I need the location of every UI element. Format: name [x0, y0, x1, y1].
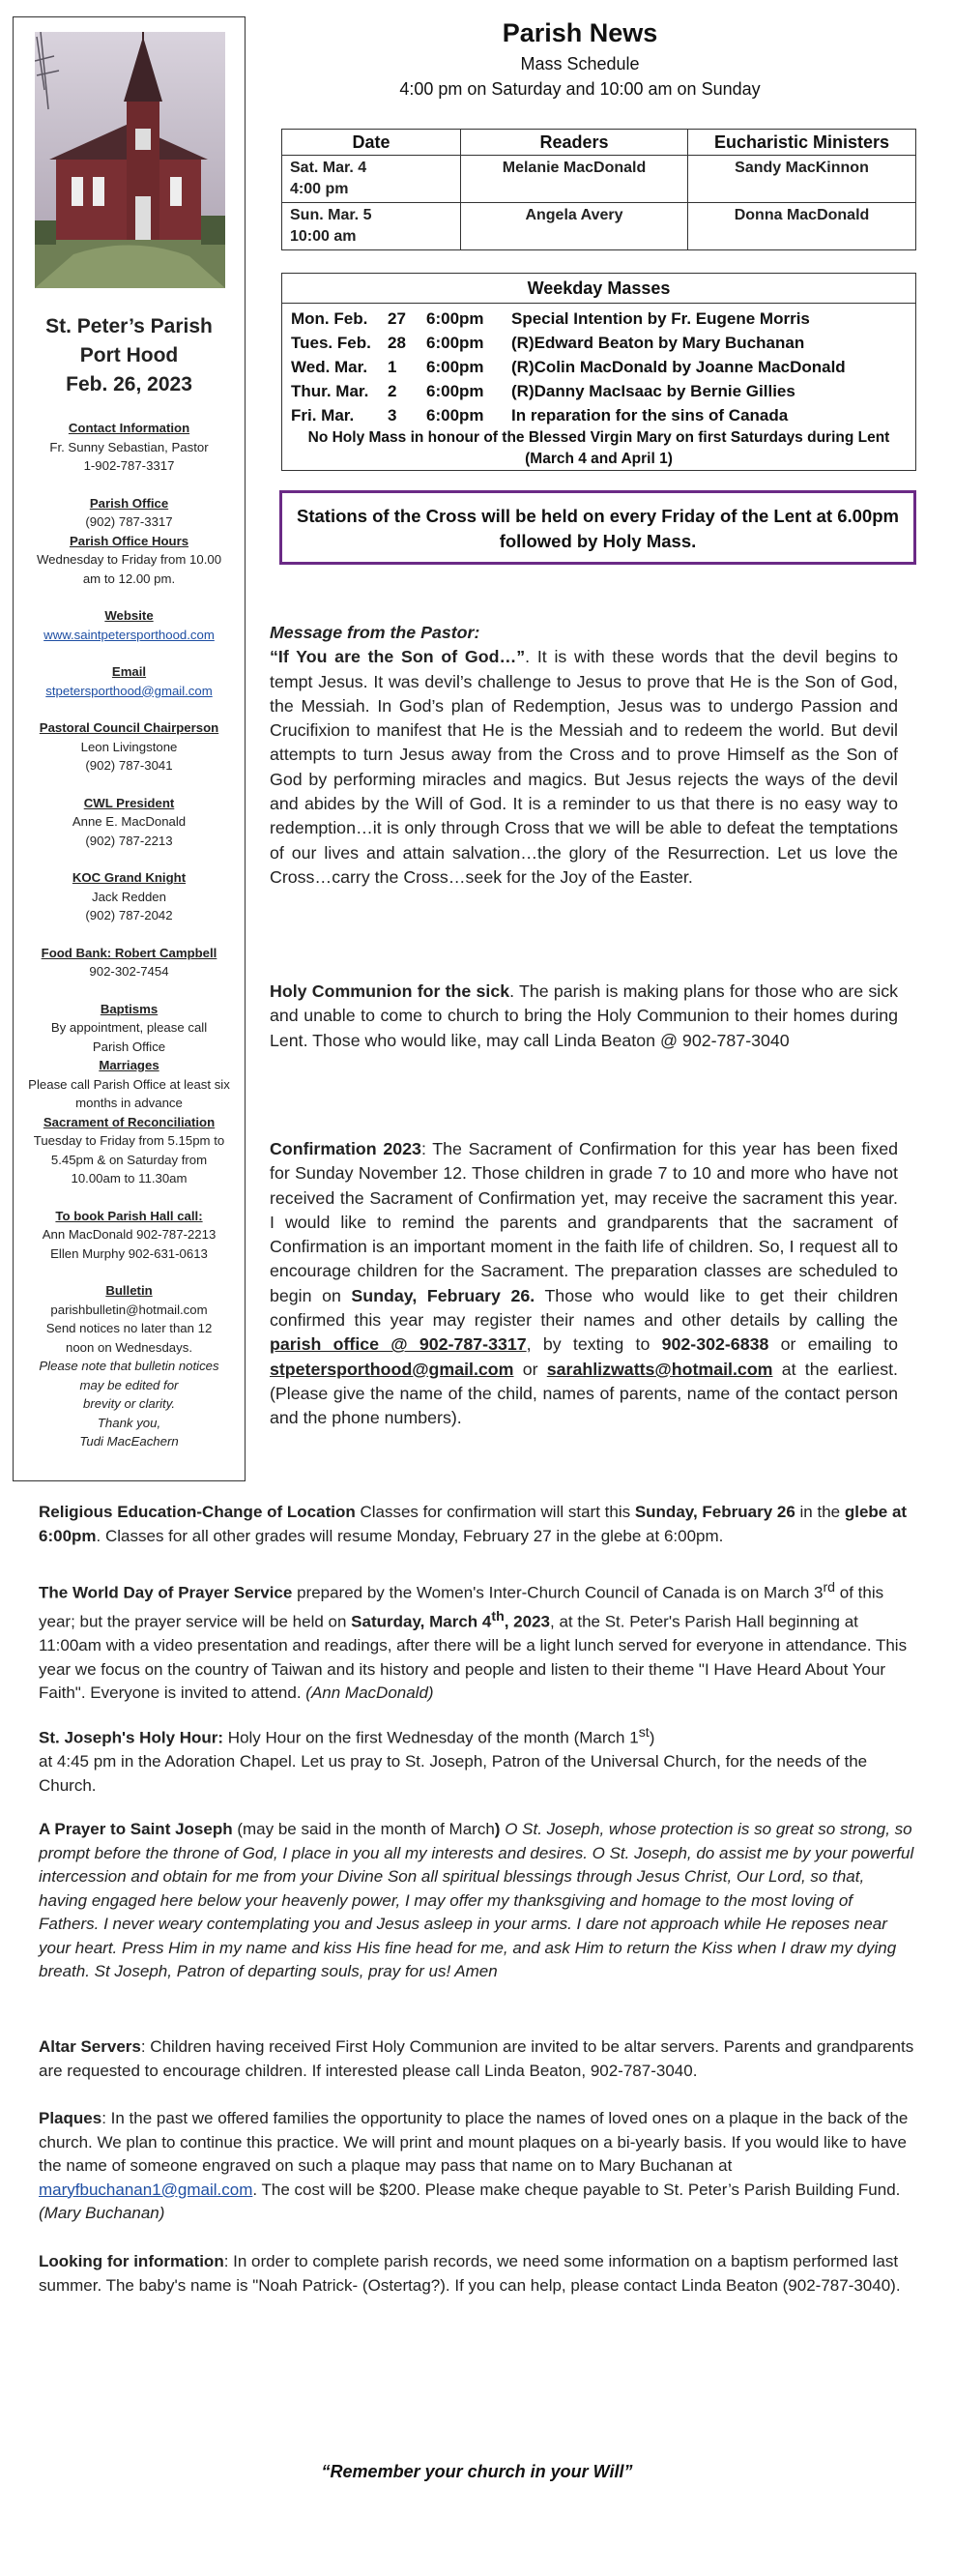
- parish-location: Port Hood: [79, 344, 179, 366]
- text-phone[interactable]: 902-302-6838: [661, 1334, 769, 1355]
- altar-text: : Children having received First Holy Communion are invited to be altar servers. Parents and grandparents are requested to encourage children. If interested please call Linda Beaton, 902-787-3040.: [39, 2037, 914, 2080]
- church-photo: [35, 32, 225, 288]
- mass-time: 6:00pm: [426, 382, 484, 400]
- sidebar-info: [14, 419, 245, 1470]
- confirmation-text: Those who would like to get their children confirmed this year may register their names and other details by calling the: [270, 1285, 898, 1331]
- prayer-day-notice: [39, 1576, 914, 1706]
- bulletin-heading: Bulletin: [105, 1283, 153, 1298]
- bulletin-date: Feb. 26, 2023: [66, 373, 192, 395]
- cwl-heading: CWL President: [83, 795, 175, 810]
- marriages-heading: Marriages: [99, 1058, 159, 1072]
- prayer-joseph-heading: A Prayer to Saint Joseph: [39, 1820, 233, 1838]
- table-row: [282, 156, 916, 203]
- prayer-day-date: Saturday, March 4: [351, 1612, 492, 1631]
- pastor-name: Fr. Sunny Sebastian, Pastor: [49, 439, 209, 454]
- weekday-mass-row: [282, 403, 915, 427]
- mass-schedule-label: Mass Schedule: [520, 54, 640, 73]
- looking-text: : In order to complete parish records, we need some information on a baptism performed last summer. The baby's name is "Noah Patrick- (Ostertag?). If you can help, please contact Linda Beaton (902-787-3040).: [39, 2252, 901, 2295]
- parish-office-phone[interactable]: parish office @ 902-787-3317: [270, 1334, 527, 1355]
- confirmation-text: at the earliest. (Please give the name of the child, names of parents, name of the contact person and the phone numbers).: [270, 1359, 898, 1428]
- pastor-message-lead: “If You are the Son of God…”: [270, 647, 526, 667]
- reconciliation-line-3: 10.00am to 11.30am: [71, 1171, 188, 1186]
- prayer-joseph-paren: ): [494, 1820, 501, 1838]
- religious-ed-place: glebe at 6:00pm: [39, 1503, 908, 1545]
- date-line: Sun. Mar. 5: [290, 207, 372, 223]
- hall-block: [14, 1207, 245, 1264]
- weekday-mass-row: [282, 355, 915, 379]
- baptisms-line-1: By appointment, please call: [50, 1020, 208, 1035]
- email-link[interactable]: stpetersporthood@gmail.com: [45, 683, 213, 698]
- parish-name-block: [14, 312, 245, 399]
- communion-heading: Holy Communion for the sick: [270, 981, 510, 1001]
- weekday-mass-row: [282, 331, 915, 355]
- bulletin-line-6: Thank you,: [97, 1415, 161, 1430]
- parish-name: St. Peter’s Parish: [45, 315, 213, 337]
- mass-date: 3: [388, 406, 397, 424]
- table-row: [282, 203, 916, 250]
- readers-cell: Angela Avery: [461, 203, 688, 250]
- website-heading: Website: [104, 608, 154, 623]
- communion-notice: [270, 980, 898, 1053]
- office-phone: (902) 787-3317: [85, 514, 173, 529]
- marriages-line-2: months in advance: [75, 1096, 183, 1110]
- council-block: [14, 718, 245, 776]
- office-hours-1: Wednesday to Friday from 10.00: [36, 552, 222, 567]
- plaques-heading: Plaques: [39, 2109, 102, 2127]
- cwl-block: [14, 794, 245, 851]
- confirmation-heading: Confirmation 2023: [270, 1139, 421, 1158]
- religious-ed-text: Classes for confirmation will start this: [355, 1503, 635, 1521]
- weekday-masses-box: [281, 273, 916, 471]
- confirmation-email-link-2[interactable]: sarahlizwatts@hotmail.com: [546, 1359, 773, 1379]
- sacraments-block: [14, 1000, 245, 1188]
- bulletin-line-1: Send notices no later than 12: [45, 1321, 213, 1335]
- lent-note-dates: (March 4 and April 1): [525, 451, 673, 467]
- prayer-day-credit: (Ann MacDonald): [305, 1683, 434, 1703]
- koc-name: Jack Redden: [92, 889, 166, 904]
- bulletin-block: [14, 1281, 245, 1451]
- contact-block: [14, 419, 245, 476]
- date-cell: [282, 203, 461, 250]
- mass-intention: (R)Edward Beaton by Mary Buchanan: [511, 334, 805, 352]
- mass-intention: Special Intention by Fr. Eugene Morris: [511, 309, 810, 328]
- altar-servers-notice: [39, 2035, 914, 2083]
- plaques-text: . The cost will be $200. Please make cheque payable to St. Peter’s Parish Building Fund.: [252, 2180, 901, 2199]
- mass-time: 6:00pm: [426, 358, 484, 376]
- mass-date: 27: [388, 309, 406, 328]
- reconciliation-line-1: Tuesday to Friday from 5.15pm to: [33, 1133, 225, 1148]
- confirmation-text: , by texting to: [526, 1334, 662, 1355]
- confirmation-date: Sunday, February 26.: [351, 1285, 535, 1305]
- mass-times: 4:00 pm on Saturday and 10:00 am on Sunday: [399, 79, 761, 99]
- readers-cell: Melanie MacDonald: [461, 156, 688, 203]
- contact-heading: Contact Information: [68, 421, 190, 435]
- holy-hour-notice: [39, 1721, 914, 1798]
- religious-ed-text: . Classes for all other grades will resume Monday, February 27 in the glebe at 6:00pm.: [96, 1526, 724, 1545]
- bulletin-line-4: may be edited for: [79, 1377, 179, 1392]
- council-heading: Pastoral Council Chairperson: [39, 720, 219, 735]
- column-header: Date: [282, 130, 461, 156]
- email-heading: Email: [111, 664, 147, 679]
- koc-phone: (902) 787-2042: [85, 908, 173, 922]
- confirmation-text: or emailing to: [768, 1334, 898, 1355]
- time-line: 10:00 am: [290, 228, 357, 245]
- religious-ed-heading: Religious Education-Change of Location: [39, 1503, 356, 1521]
- ordinal-suffix: st: [638, 1725, 650, 1741]
- holy-hour-text: ): [649, 1728, 655, 1747]
- page-header: [290, 15, 870, 102]
- lent-note: No Holy Mass in honour of the Blessed Virgin Mary on first Saturdays during Lent: [307, 429, 890, 446]
- stations-notice: [279, 490, 916, 565]
- altar-heading: Altar Servers: [39, 2037, 141, 2056]
- email-block: [14, 662, 245, 700]
- website-link[interactable]: www.saintpetersporthood.com: [43, 627, 215, 642]
- bulletin-line-2: noon on Wednesdays.: [66, 1339, 192, 1355]
- mass-day: Tues. Feb.: [291, 334, 371, 352]
- religious-ed-notice: [39, 1501, 914, 1548]
- ordinal-suffix: rd: [823, 1580, 836, 1595]
- weekday-masses-title: Weekday Masses: [282, 274, 915, 304]
- holy-hour-line-1: [39, 1721, 914, 1750]
- council-name: Leon Livingstone: [80, 739, 178, 754]
- holy-hour-heading: St. Joseph's Holy Hour:: [39, 1728, 224, 1747]
- mass-intention: (R)Colin MacDonald by Joanne MacDonald: [511, 358, 846, 376]
- hall-heading: To book Parish Hall call:: [55, 1208, 203, 1223]
- mass-intention: (R)Danny MacIsaac by Bernie Gillies: [511, 382, 795, 400]
- holy-hour-text: Holy Hour on the first Wednesday of the month (March 1: [223, 1728, 639, 1747]
- table-header-row: [282, 130, 916, 156]
- office-heading: Parish Office: [89, 495, 169, 511]
- weekday-mass-row: [282, 379, 915, 403]
- website-block: [14, 606, 245, 644]
- mass-day: Wed. Mar.: [291, 358, 368, 376]
- bulletin-line-5: brevity or clarity.: [82, 1396, 176, 1411]
- office-hours-heading: Parish Office Hours: [69, 533, 189, 548]
- time-line: 4:00 pm: [290, 181, 349, 197]
- confirmation-text: : The Sacrament of Confirmation for this year has been fixed for Sunday November 12. Those children in grade 7 to 10 and more who have not received the Sacrament of Confirmation yet, may receive the sacrament this year. I would like to remind the parents and grandparents that the sacrament of Confirmation is an important moment in the faith life of children. So, I request all to encourage children for the Sacrament. The preparation classes are scheduled to begin on: [270, 1139, 898, 1305]
- mass-date: 2: [388, 382, 397, 400]
- ordinal-suffix: th: [491, 1609, 505, 1625]
- koc-heading: KOC Grand Knight: [72, 870, 187, 885]
- prayer-joseph-text: O St. Joseph, whose protection is so great so strong, so prompt before the throne of God, I place in you all my interests and desires. O St. Joseph, do assist me by your powerful intercession and obtain for me from your Divine Son all spiritual blessings through Jesus Christ, Our Lord, so that, having engaged here below your heavenly power, I may offer my thanksgiving and homage to the most loving of Fathers. I never weary contemplating you and Jesus asleep in your arms. I dare not approach while He reposes near your heart. Press Him in my name and kiss His fine head for me, and ask Him to return the Kiss when I draw my dying breath. St Joseph, Patron of departing souls, pray for us! Amen: [39, 1820, 914, 1980]
- cwl-phone: (902) 787-2213: [85, 833, 173, 848]
- mass-day: Thur. Mar.: [291, 382, 369, 400]
- office-hours-2: am to 12.00 pm.: [82, 571, 176, 586]
- mass-intention: In reparation for the sins of Canada: [511, 406, 789, 424]
- bulletin-email: parishbulletin@hotmail.com: [50, 1302, 208, 1317]
- communion-text: . The parish is making plans for those who are sick and unable to come to church to bring the Holy Communion to their homes during Lent. Those who would like, may call Linda Beaton @ 902-787-3040: [270, 981, 899, 1050]
- prayer-day-heading: The World Day of Prayer Service: [39, 1583, 293, 1602]
- prayer-day-text: of this year; but the prayer service will be held on: [39, 1583, 884, 1631]
- reconciliation-heading: Sacrament of Reconciliation: [43, 1114, 216, 1129]
- mass-time: 6:00pm: [426, 309, 484, 328]
- confirmation-notice: [270, 1137, 898, 1431]
- council-phone: (902) 787-3041: [85, 758, 173, 773]
- sidebar: [13, 16, 246, 1481]
- prayer-day-text: , at the St. Peter's Parish Hall beginning at 11:00am with a video presentation and readings, after there will be a light lunch served for everyone in attendance. This year we focus on the country of Taiwan and its history and people and listen to their theme "I Have Heard About Your Faith". Everyone is invited to attend.: [39, 1612, 908, 1703]
- mass-day: Mon. Feb.: [291, 309, 368, 328]
- mass-schedule-table: [281, 129, 916, 250]
- prayer-joseph-note: (may be said in the month of March: [232, 1820, 495, 1838]
- prayer-joseph: [39, 1818, 914, 1984]
- looking-for-info-notice: [39, 2250, 914, 2298]
- date-line: Sat. Mar. 4: [290, 160, 367, 176]
- mass-date: 1: [388, 358, 397, 376]
- prayer-day-text: prepared by the Women's Inter-Church Council of Canada is on March 3: [292, 1583, 824, 1602]
- bulletin-line-3: Please note that bulletin notices: [39, 1359, 219, 1373]
- mass-time: 6:00pm: [426, 334, 484, 352]
- column-header: Eucharistic Ministers: [688, 130, 916, 156]
- looking-heading: Looking for information: [39, 2252, 224, 2270]
- page-title: Parish News: [502, 18, 658, 47]
- ministers-cell: Donna MacDonald: [688, 203, 916, 250]
- holy-hour-line-2: at 4:45 pm in the Adoration Chapel. Let us pray to St. Joseph, Patron of the Universal Church, for the needs of the Church.: [39, 1752, 868, 1795]
- reconciliation-line-2: 5.45pm & on Saturday from: [50, 1152, 208, 1167]
- plaques-notice: [39, 2107, 914, 2226]
- pastor-message-text: . It is with these words that the devil begins to tempt Jesus. It was devil’s challenge to Jesus to prove that He is the Son of God, the Messiah. In God’s plan of Redemption, Jesus was to undergo Passion and Crucifixion to manifest that He is the Messiah and to redeem the world. But devil attempts to turn Jesus away from the Cross and to prove Himself as the Son of God by performing miracles and magics. But Jesus rejects the ways of the devil and abides by the Will of God. It is a reminder to us that there is no easy way to redemption…it is only through Cross that we will be able to defeat the temptations of our lives and attain salvation…the glory of the Resurrection. Let us love the Cross…carry the Cross…seek for the Joy of the Easter.: [270, 647, 898, 887]
- food-bank-heading: Food Bank: Robert Campbell: [41, 945, 217, 960]
- mass-day: Fri. Mar.: [291, 406, 355, 424]
- weekday-mass-row: [282, 307, 915, 331]
- plaques-email-link[interactable]: maryfbuchanan1@gmail.com: [39, 2180, 253, 2199]
- stations-line-2: followed by Holy Mass.: [499, 531, 697, 551]
- pastor-message: [270, 621, 898, 890]
- bulletin-editor: Tudi MacEachern: [79, 1434, 179, 1449]
- koc-block: [14, 868, 245, 925]
- marriages-line-1: Please call Parish Office at least six: [28, 1076, 230, 1092]
- confirmation-email-link[interactable]: stpetersporthood@gmail.com: [270, 1359, 514, 1379]
- pastor-phone: 1-902-787-3317: [83, 458, 175, 473]
- stations-line-1: Stations of the Cross will be held on every Friday of the Lent at 6.00pm: [297, 506, 899, 526]
- baptisms-line-2: Parish Office: [92, 1039, 166, 1054]
- food-bank-block: [14, 944, 245, 981]
- ministers-cell: Sandy MacKinnon: [688, 156, 916, 203]
- cwl-name: Anne E. MacDonald: [72, 814, 187, 829]
- office-block: [14, 494, 245, 589]
- religious-ed-date: Sunday, February 26: [634, 1503, 795, 1521]
- hall-contact-2: Ellen Murphy 902-631-0613: [50, 1245, 208, 1261]
- footer-quote: “Remember your church in your Will”: [321, 2462, 633, 2481]
- hall-contact-1: Ann MacDonald 902-787-2213: [42, 1227, 217, 1242]
- mass-date: 28: [388, 334, 406, 352]
- pastor-message-heading: Message from the Pastor:: [270, 623, 480, 642]
- plaques-credit: (Mary Buchanan): [39, 2204, 165, 2222]
- food-bank-phone: 902-302-7454: [89, 964, 169, 979]
- prayer-day-year: , 2023: [504, 1612, 550, 1631]
- column-header: Readers: [461, 130, 688, 156]
- plaques-text: : In the past we offered families the opportunity to place the names of loved ones on a plaque in the back of the church. We plan to continue this practice. We will print and mount plaques on a bi-yearly basis. If you would like to have the name of someone engraved on such a plaque may pass that name on to Mary Buchanan at: [39, 2109, 909, 2175]
- pastor-message-body: [270, 645, 898, 890]
- confirmation-text: or: [513, 1359, 547, 1379]
- religious-ed-text: in the: [795, 1503, 845, 1521]
- date-cell: [282, 156, 461, 203]
- baptisms-heading: Baptisms: [100, 1001, 159, 1016]
- mass-time: 6:00pm: [426, 406, 484, 424]
